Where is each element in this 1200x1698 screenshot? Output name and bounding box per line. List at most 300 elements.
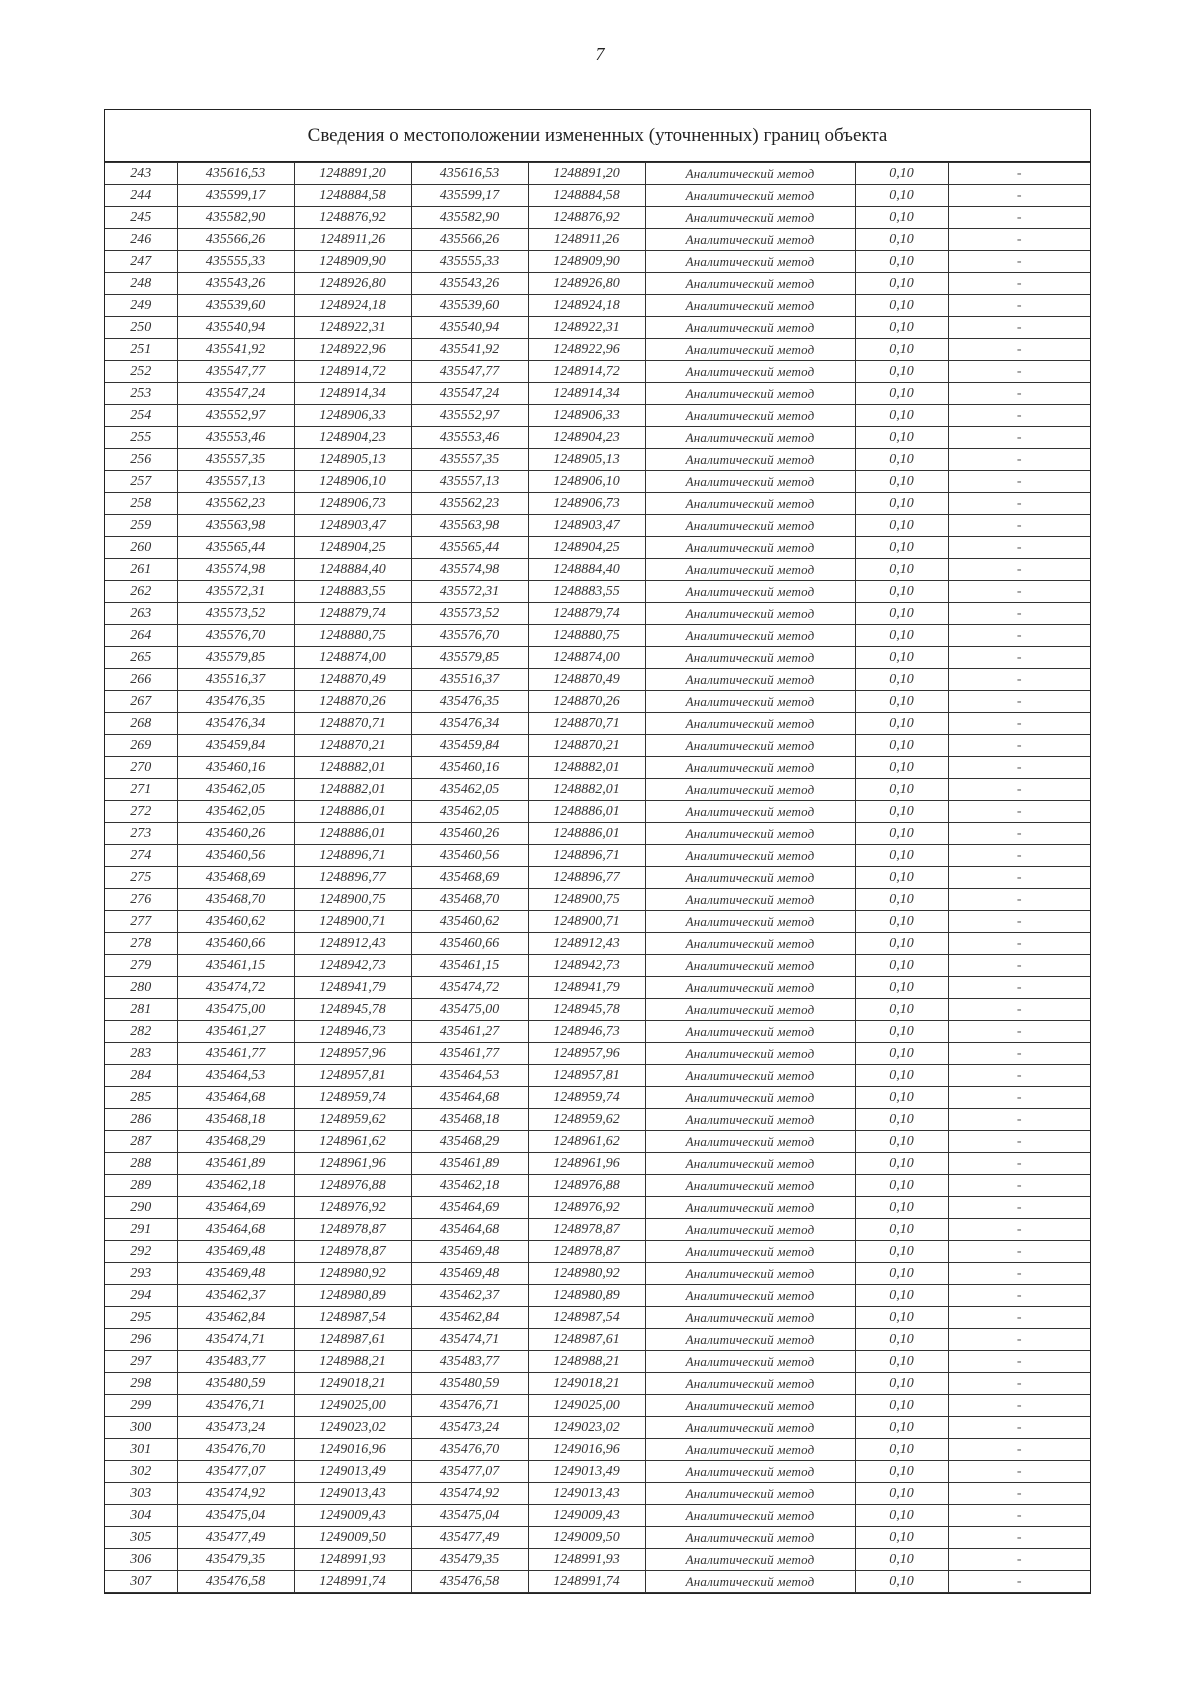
cell-accuracy: 0,10 <box>855 1043 948 1065</box>
cell-y-new: 1248870,49 <box>528 669 645 691</box>
cell-y-old: 1248976,92 <box>294 1197 411 1219</box>
cell-method: Аналитический метод <box>645 229 855 251</box>
cell-x-new: 435541,92 <box>411 339 528 361</box>
cell-x-old: 435543,26 <box>177 273 294 295</box>
cell-y-new: 1248906,33 <box>528 405 645 427</box>
cell-y-new: 1248896,71 <box>528 845 645 867</box>
cell-point-number: 285 <box>105 1087 177 1109</box>
cell-y-old: 1249018,21 <box>294 1373 411 1395</box>
cell-method: Аналитический метод <box>645 493 855 515</box>
cell-x-old: 435553,46 <box>177 427 294 449</box>
cell-method: Аналитический метод <box>645 845 855 867</box>
cell-x-new: 435563,98 <box>411 515 528 537</box>
cell-point-number: 262 <box>105 581 177 603</box>
cell-description: - <box>948 449 1090 471</box>
cell-x-new: 435469,48 <box>411 1263 528 1285</box>
cell-y-old: 1248905,13 <box>294 449 411 471</box>
cell-accuracy: 0,10 <box>855 669 948 691</box>
cell-x-new: 435547,24 <box>411 383 528 405</box>
cell-description: - <box>948 691 1090 713</box>
cell-x-new: 435480,59 <box>411 1373 528 1395</box>
cell-point-number: 250 <box>105 317 177 339</box>
cell-point-number: 287 <box>105 1131 177 1153</box>
cell-point-number: 263 <box>105 603 177 625</box>
cell-y-new: 1248882,01 <box>528 757 645 779</box>
cell-y-old: 1248978,87 <box>294 1219 411 1241</box>
table-row <box>105 295 1090 317</box>
cell-point-number: 302 <box>105 1461 177 1483</box>
cell-point-number: 245 <box>105 207 177 229</box>
cell-y-new: 1248978,87 <box>528 1241 645 1263</box>
table-body <box>105 163 1090 1593</box>
cell-point-number: 295 <box>105 1307 177 1329</box>
cell-y-new: 1249013,49 <box>528 1461 645 1483</box>
cell-method: Аналитический метод <box>645 1021 855 1043</box>
cell-y-new: 1248945,78 <box>528 999 645 1021</box>
cell-description: - <box>948 911 1090 933</box>
table-row <box>105 625 1090 647</box>
cell-x-new: 435576,70 <box>411 625 528 647</box>
cell-x-new: 435460,62 <box>411 911 528 933</box>
cell-method: Аналитический метод <box>645 361 855 383</box>
cell-point-number: 283 <box>105 1043 177 1065</box>
table-title: Сведения о местоположении измененных (уточненных) границ объекта <box>105 110 1090 162</box>
cell-description: - <box>948 977 1090 999</box>
cell-x-old: 435474,72 <box>177 977 294 999</box>
cell-x-new: 435464,69 <box>411 1197 528 1219</box>
cell-method: Аналитический метод <box>645 1373 855 1395</box>
cell-point-number: 276 <box>105 889 177 911</box>
table-row <box>105 1461 1090 1483</box>
cell-y-old: 1248874,00 <box>294 647 411 669</box>
cell-method: Аналитический метод <box>645 1241 855 1263</box>
cell-x-old: 435516,37 <box>177 669 294 691</box>
cell-accuracy: 0,10 <box>855 515 948 537</box>
cell-accuracy: 0,10 <box>855 251 948 273</box>
cell-point-number: 248 <box>105 273 177 295</box>
cell-accuracy: 0,10 <box>855 273 948 295</box>
cell-point-number: 288 <box>105 1153 177 1175</box>
table-row <box>105 1197 1090 1219</box>
cell-description: - <box>948 295 1090 317</box>
cell-accuracy: 0,10 <box>855 559 948 581</box>
cell-x-new: 435476,71 <box>411 1395 528 1417</box>
cell-description: - <box>948 1197 1090 1219</box>
cell-x-old: 435480,59 <box>177 1373 294 1395</box>
table-row <box>105 867 1090 889</box>
cell-x-old: 435477,07 <box>177 1461 294 1483</box>
cell-x-new: 435462,37 <box>411 1285 528 1307</box>
cell-description: - <box>948 933 1090 955</box>
cell-x-old: 435462,05 <box>177 779 294 801</box>
table-row <box>105 207 1090 229</box>
cell-x-new: 435539,60 <box>411 295 528 317</box>
cell-method: Аналитический метод <box>645 185 855 207</box>
cell-y-old: 1248879,74 <box>294 603 411 625</box>
cell-y-new: 1248882,01 <box>528 779 645 801</box>
cell-x-old: 435468,69 <box>177 867 294 889</box>
cell-x-new: 435461,15 <box>411 955 528 977</box>
table-row <box>105 1571 1090 1593</box>
cell-y-new: 1248900,71 <box>528 911 645 933</box>
cell-point-number: 249 <box>105 295 177 317</box>
table-row <box>105 801 1090 823</box>
table-row <box>105 581 1090 603</box>
cell-point-number: 257 <box>105 471 177 493</box>
cell-accuracy: 0,10 <box>855 1219 948 1241</box>
cell-x-new: 435462,05 <box>411 801 528 823</box>
cell-accuracy: 0,10 <box>855 1197 948 1219</box>
table-row <box>105 1285 1090 1307</box>
cell-y-old: 1248903,47 <box>294 515 411 537</box>
cell-accuracy: 0,10 <box>855 647 948 669</box>
cell-y-new: 1248987,54 <box>528 1307 645 1329</box>
cell-y-old: 1248870,26 <box>294 691 411 713</box>
cell-point-number: 297 <box>105 1351 177 1373</box>
cell-x-old: 435562,23 <box>177 493 294 515</box>
cell-x-new: 435464,53 <box>411 1065 528 1087</box>
table-row <box>105 823 1090 845</box>
cell-y-new: 1248978,87 <box>528 1219 645 1241</box>
cell-y-old: 1248988,21 <box>294 1351 411 1373</box>
cell-description: - <box>948 207 1090 229</box>
cell-x-old: 435460,56 <box>177 845 294 867</box>
cell-x-old: 435557,35 <box>177 449 294 471</box>
cell-y-old: 1249013,43 <box>294 1483 411 1505</box>
cell-x-old: 435462,18 <box>177 1175 294 1197</box>
cell-x-new: 435460,26 <box>411 823 528 845</box>
cell-y-old: 1248926,80 <box>294 273 411 295</box>
cell-accuracy: 0,10 <box>855 735 948 757</box>
cell-description: - <box>948 1065 1090 1087</box>
cell-method: Аналитический метод <box>645 1153 855 1175</box>
cell-method: Аналитический метод <box>645 757 855 779</box>
cell-description: - <box>948 1241 1090 1263</box>
cell-accuracy: 0,10 <box>855 977 948 999</box>
cell-x-new: 435553,46 <box>411 427 528 449</box>
cell-x-old: 435460,66 <box>177 933 294 955</box>
cell-x-old: 435540,94 <box>177 317 294 339</box>
cell-method: Аналитический метод <box>645 889 855 911</box>
cell-description: - <box>948 1131 1090 1153</box>
table-row <box>105 185 1090 207</box>
table-row <box>105 1065 1090 1087</box>
cell-x-new: 435475,04 <box>411 1505 528 1527</box>
cell-method: Аналитический метод <box>645 1549 855 1571</box>
table-row <box>105 1021 1090 1043</box>
cell-point-number: 265 <box>105 647 177 669</box>
cell-description: - <box>948 647 1090 669</box>
table-row <box>105 1175 1090 1197</box>
cell-y-old: 1249009,43 <box>294 1505 411 1527</box>
cell-y-old: 1248941,79 <box>294 977 411 999</box>
cell-accuracy: 0,10 <box>855 1285 948 1307</box>
cell-accuracy: 0,10 <box>855 471 948 493</box>
table-row <box>105 515 1090 537</box>
cell-y-new: 1248896,77 <box>528 867 645 889</box>
table-row <box>105 669 1090 691</box>
table-row <box>105 1087 1090 1109</box>
cell-accuracy: 0,10 <box>855 603 948 625</box>
cell-y-new: 1248879,74 <box>528 603 645 625</box>
cell-y-new: 1249023,02 <box>528 1417 645 1439</box>
cell-x-old: 435547,24 <box>177 383 294 405</box>
table-row <box>105 1439 1090 1461</box>
cell-y-new: 1248959,74 <box>528 1087 645 1109</box>
cell-x-old: 435462,05 <box>177 801 294 823</box>
cell-y-new: 1248914,34 <box>528 383 645 405</box>
cell-point-number: 304 <box>105 1505 177 1527</box>
cell-y-new: 1248941,79 <box>528 977 645 999</box>
cell-point-number: 253 <box>105 383 177 405</box>
cell-accuracy: 0,10 <box>855 339 948 361</box>
cell-point-number: 281 <box>105 999 177 1021</box>
cell-accuracy: 0,10 <box>855 317 948 339</box>
cell-x-new: 435616,53 <box>411 163 528 185</box>
cell-accuracy: 0,10 <box>855 1087 948 1109</box>
cell-x-new: 435574,98 <box>411 559 528 581</box>
cell-accuracy: 0,10 <box>855 1175 948 1197</box>
cell-x-old: 435572,31 <box>177 581 294 603</box>
cell-y-old: 1249013,49 <box>294 1461 411 1483</box>
cell-point-number: 293 <box>105 1263 177 1285</box>
cell-x-new: 435547,77 <box>411 361 528 383</box>
cell-method: Аналитический метод <box>645 273 855 295</box>
cell-accuracy: 0,10 <box>855 1351 948 1373</box>
cell-point-number: 272 <box>105 801 177 823</box>
cell-x-old: 435475,04 <box>177 1505 294 1527</box>
cell-description: - <box>948 801 1090 823</box>
cell-x-new: 435557,35 <box>411 449 528 471</box>
cell-description: - <box>948 1263 1090 1285</box>
cell-description: - <box>948 1549 1090 1571</box>
cell-method: Аналитический метод <box>645 1175 855 1197</box>
cell-point-number: 259 <box>105 515 177 537</box>
cell-accuracy: 0,10 <box>855 427 948 449</box>
cell-point-number: 244 <box>105 185 177 207</box>
cell-method: Аналитический метод <box>645 1043 855 1065</box>
cell-point-number: 266 <box>105 669 177 691</box>
table-row <box>105 1043 1090 1065</box>
cell-point-number: 261 <box>105 559 177 581</box>
cell-description: - <box>948 537 1090 559</box>
cell-point-number: 246 <box>105 229 177 251</box>
table-row <box>105 757 1090 779</box>
cell-x-old: 435461,89 <box>177 1153 294 1175</box>
cell-y-new: 1248922,96 <box>528 339 645 361</box>
table-row <box>105 229 1090 251</box>
cell-accuracy: 0,10 <box>855 537 948 559</box>
cell-y-new: 1248909,90 <box>528 251 645 273</box>
cell-method: Аналитический метод <box>645 1131 855 1153</box>
table-row <box>105 1373 1090 1395</box>
cell-method: Аналитический метод <box>645 251 855 273</box>
cell-x-new: 435599,17 <box>411 185 528 207</box>
cell-point-number: 267 <box>105 691 177 713</box>
cell-x-new: 435543,26 <box>411 273 528 295</box>
cell-description: - <box>948 405 1090 427</box>
cell-y-new: 1248886,01 <box>528 823 645 845</box>
cell-method: Аналитический метод <box>645 471 855 493</box>
cell-x-old: 435574,98 <box>177 559 294 581</box>
cell-accuracy: 0,10 <box>855 207 948 229</box>
cell-y-old: 1248914,72 <box>294 361 411 383</box>
table-row <box>105 603 1090 625</box>
cell-y-old: 1248922,31 <box>294 317 411 339</box>
table-row <box>105 1109 1090 1131</box>
cell-y-old: 1248870,49 <box>294 669 411 691</box>
cell-point-number: 303 <box>105 1483 177 1505</box>
cell-description: - <box>948 1153 1090 1175</box>
cell-y-old: 1248882,01 <box>294 779 411 801</box>
cell-point-number: 277 <box>105 911 177 933</box>
cell-x-new: 435462,05 <box>411 779 528 801</box>
table-row <box>105 537 1090 559</box>
cell-accuracy: 0,10 <box>855 1153 948 1175</box>
cell-description: - <box>948 251 1090 273</box>
cell-x-new: 435473,24 <box>411 1417 528 1439</box>
cell-x-new: 435468,18 <box>411 1109 528 1131</box>
table-row <box>105 1263 1090 1285</box>
cell-y-new: 1249013,43 <box>528 1483 645 1505</box>
cell-point-number: 291 <box>105 1219 177 1241</box>
cell-accuracy: 0,10 <box>855 955 948 977</box>
cell-method: Аналитический метод <box>645 1285 855 1307</box>
cell-x-old: 435468,29 <box>177 1131 294 1153</box>
cell-accuracy: 0,10 <box>855 713 948 735</box>
table-row <box>105 1153 1090 1175</box>
cell-accuracy: 0,10 <box>855 911 948 933</box>
cell-accuracy: 0,10 <box>855 1461 948 1483</box>
cell-x-new: 435552,97 <box>411 405 528 427</box>
cell-y-new: 1248961,96 <box>528 1153 645 1175</box>
cell-y-old: 1248987,54 <box>294 1307 411 1329</box>
table-row <box>105 1307 1090 1329</box>
table-row <box>105 361 1090 383</box>
cell-y-old: 1248924,18 <box>294 295 411 317</box>
cell-x-new: 435476,58 <box>411 1571 528 1593</box>
cell-x-new: 435573,52 <box>411 603 528 625</box>
table-row <box>105 1241 1090 1263</box>
table-row <box>105 889 1090 911</box>
cell-description: - <box>948 317 1090 339</box>
cell-point-number: 254 <box>105 405 177 427</box>
cell-y-new: 1248914,72 <box>528 361 645 383</box>
cell-y-old: 1248883,55 <box>294 581 411 603</box>
cell-y-old: 1248980,92 <box>294 1263 411 1285</box>
table-row <box>105 911 1090 933</box>
cell-y-old: 1248886,01 <box>294 801 411 823</box>
cell-y-new: 1248924,18 <box>528 295 645 317</box>
cell-point-number: 286 <box>105 1109 177 1131</box>
cell-point-number: 292 <box>105 1241 177 1263</box>
cell-description: - <box>948 669 1090 691</box>
cell-y-old: 1248987,61 <box>294 1329 411 1351</box>
cell-method: Аналитический метод <box>645 1483 855 1505</box>
cell-y-old: 1248911,26 <box>294 229 411 251</box>
cell-y-new: 1249016,96 <box>528 1439 645 1461</box>
cell-x-new: 435565,44 <box>411 537 528 559</box>
cell-point-number: 255 <box>105 427 177 449</box>
cell-y-old: 1248896,77 <box>294 867 411 889</box>
cell-description: - <box>948 493 1090 515</box>
cell-point-number: 278 <box>105 933 177 955</box>
cell-x-old: 435464,68 <box>177 1087 294 1109</box>
table-row <box>105 933 1090 955</box>
cell-description: - <box>948 185 1090 207</box>
cell-method: Аналитический метод <box>645 1263 855 1285</box>
table-row <box>105 251 1090 273</box>
cell-x-old: 435555,33 <box>177 251 294 273</box>
cell-x-new: 435461,89 <box>411 1153 528 1175</box>
cell-method: Аналитический метод <box>645 295 855 317</box>
cell-point-number: 282 <box>105 1021 177 1043</box>
table-row <box>105 273 1090 295</box>
cell-point-number: 294 <box>105 1285 177 1307</box>
cell-method: Аналитический метод <box>645 1109 855 1131</box>
cell-y-new: 1248980,89 <box>528 1285 645 1307</box>
table-row <box>105 1329 1090 1351</box>
cell-point-number: 247 <box>105 251 177 273</box>
cell-y-old: 1248980,89 <box>294 1285 411 1307</box>
cell-accuracy: 0,10 <box>855 1329 948 1351</box>
cell-x-old: 435541,92 <box>177 339 294 361</box>
cell-method: Аналитический метод <box>645 537 855 559</box>
cell-method: Аналитический метод <box>645 383 855 405</box>
cell-x-new: 435540,94 <box>411 317 528 339</box>
cell-y-new: 1248922,31 <box>528 317 645 339</box>
page-number: 7 <box>595 44 605 64</box>
cell-point-number: 289 <box>105 1175 177 1197</box>
cell-y-new: 1248991,93 <box>528 1549 645 1571</box>
cell-y-old: 1248900,71 <box>294 911 411 933</box>
cell-y-old: 1249023,02 <box>294 1417 411 1439</box>
table-row <box>105 691 1090 713</box>
cell-y-new: 1248987,61 <box>528 1329 645 1351</box>
cell-accuracy: 0,10 <box>855 163 948 185</box>
cell-y-old: 1248886,01 <box>294 823 411 845</box>
cell-x-old: 435462,84 <box>177 1307 294 1329</box>
cell-description: - <box>948 603 1090 625</box>
cell-point-number: 300 <box>105 1417 177 1439</box>
cell-accuracy: 0,10 <box>855 1109 948 1131</box>
table-row <box>105 1395 1090 1417</box>
table-row <box>105 1219 1090 1241</box>
cell-y-new: 1248961,62 <box>528 1131 645 1153</box>
cell-x-old: 435460,62 <box>177 911 294 933</box>
table-row <box>105 1505 1090 1527</box>
cell-x-old: 435616,53 <box>177 163 294 185</box>
cell-accuracy: 0,10 <box>855 889 948 911</box>
table-row <box>105 647 1090 669</box>
cell-y-old: 1248906,10 <box>294 471 411 493</box>
cell-accuracy: 0,10 <box>855 625 948 647</box>
cell-description: - <box>948 889 1090 911</box>
table-row <box>105 449 1090 471</box>
cell-y-new: 1248957,96 <box>528 1043 645 1065</box>
cell-y-new: 1248884,40 <box>528 559 645 581</box>
cell-y-old: 1248884,40 <box>294 559 411 581</box>
cell-method: Аналитический метод <box>645 207 855 229</box>
cell-point-number: 264 <box>105 625 177 647</box>
cell-x-new: 435477,07 <box>411 1461 528 1483</box>
cell-y-new: 1248904,25 <box>528 537 645 559</box>
cell-point-number: 306 <box>105 1549 177 1571</box>
cell-y-new: 1248886,01 <box>528 801 645 823</box>
cell-y-new: 1248976,92 <box>528 1197 645 1219</box>
cell-y-old: 1248957,81 <box>294 1065 411 1087</box>
cell-accuracy: 0,10 <box>855 1483 948 1505</box>
